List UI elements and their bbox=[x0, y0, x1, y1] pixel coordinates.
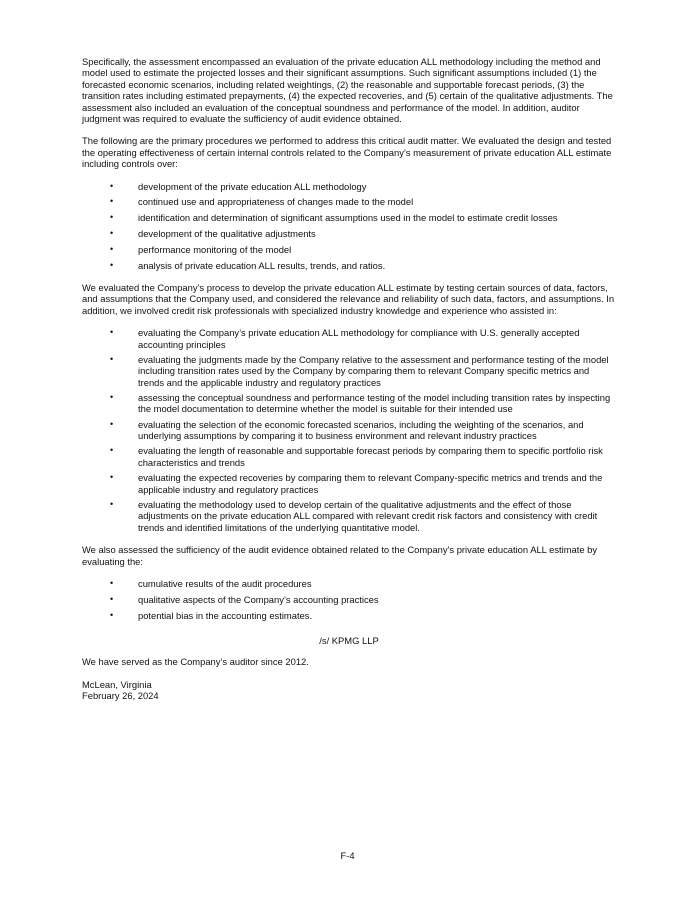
paragraph-assessment-scope: Specifically, the assessment encompassed an evaluation of the private education ALL methodology including the method and model used to estimate the projected losses and their significant assumptions. Such significant assumptions included (1) the forecasted economic scenarios, including related weightings, (2) the reasonable and supportable forecast periods, (3) the transition rates including estimated prepayments, (4) the expected recoveries, and (5) certain of the qualitative adjustments. The assessment also included an evaluation of the conceptual soundness and performance of the model. In addition, auditor judgment was required to evaluate the sufficiency of audit evidence obtained. bbox=[82, 56, 613, 125]
list-item: • development of the qualitative adjustments bbox=[82, 228, 616, 239]
list-item: • evaluating the length of reasonable and supportable forecast periods by comparing them to specific portfolio risk characteristics and trends bbox=[82, 445, 616, 468]
list-item: • assessing the conceptual soundness and performance testing of the model including transition rates by inspecting the model documentation to determine whether the model is suitable for their intended use bbox=[82, 392, 616, 415]
signature: /s/ KPMG LLP bbox=[319, 634, 379, 646]
document-page bbox=[82, 56, 616, 702]
list-item: • identification and determination of significant assumptions used in the model to estimate credit losses bbox=[82, 212, 616, 223]
page-number: F-4 bbox=[340, 850, 355, 861]
list-item: • evaluating the expected recoveries by comparing them to relevant Company-specific metrics and trends and the applicable industry and regulatory practices bbox=[82, 472, 616, 495]
list-item: • performance monitoring of the model bbox=[82, 244, 616, 255]
list-item: • cumulative results of the audit procedures bbox=[82, 578, 616, 589]
list-item: • potential bias in the accounting estimates. bbox=[82, 610, 616, 621]
paragraph-evidence-sufficiency: We also assessed the sufficiency of the audit evidence obtained related to the Company’s private education ALL estimate by evaluating the: bbox=[82, 544, 598, 567]
controls-list bbox=[82, 181, 616, 271]
paragraph-procedures-intro: The following are the primary procedures we performed to address this critical audit matter. We evaluated the design and tested the operating effectiveness of certain internal controls related to the Company’s measurement of private education ALL estimate including controls over: bbox=[82, 135, 612, 170]
list-item: • continued use and appropriateness of changes made to the model bbox=[82, 196, 616, 207]
list-item: • evaluating the Company’s private education ALL methodology for compliance with U.S. generally accepted accounting principles bbox=[82, 327, 616, 350]
specialists-list bbox=[82, 327, 616, 533]
location: McLean, Virginia bbox=[82, 678, 152, 690]
report-date: February 26, 2024 bbox=[82, 690, 159, 702]
list-item: • qualitative aspects of the Company’s accounting practices bbox=[82, 594, 616, 605]
evidence-list bbox=[82, 578, 616, 621]
list-item: • evaluating the selection of the economic forecasted scenarios, including the weighting of the scenarios, and underlying assumptions by comparing it to business environment and relevant industry practices bbox=[82, 419, 616, 442]
paragraph-process-evaluation: We evaluated the Company’s process to develop the private education ALL estimate by testing certain sources of data, factors, and assumptions that the Company used, and considered the relevance and reliability of such data, factors, and assumptions. In addition, we involved credit risk professionals with specialized industry knowledge and experience who assisted in: bbox=[82, 282, 615, 316]
auditor-since: We have served as the Company’s auditor since 2012. bbox=[82, 656, 309, 668]
list-item: • analysis of private education ALL results, trends, and ratios. bbox=[82, 260, 616, 271]
list-item: • evaluating the methodology used to develop certain of the qualitative adjustments and the effect of those adjustments on the private education ALL compared with relevant credit risk factors and consistency with credit trends and identified limitations of the underlying quantitative model. bbox=[82, 499, 616, 533]
list-item: • evaluating the judgments made by the Company relative to the assessment and performance testing of the model including transition rates used by the Company by comparing them to relevant Company specific metrics and trends and the applicable industry and regulatory practices bbox=[82, 354, 616, 388]
list-item: • development of the private education ALL methodology bbox=[82, 181, 616, 192]
